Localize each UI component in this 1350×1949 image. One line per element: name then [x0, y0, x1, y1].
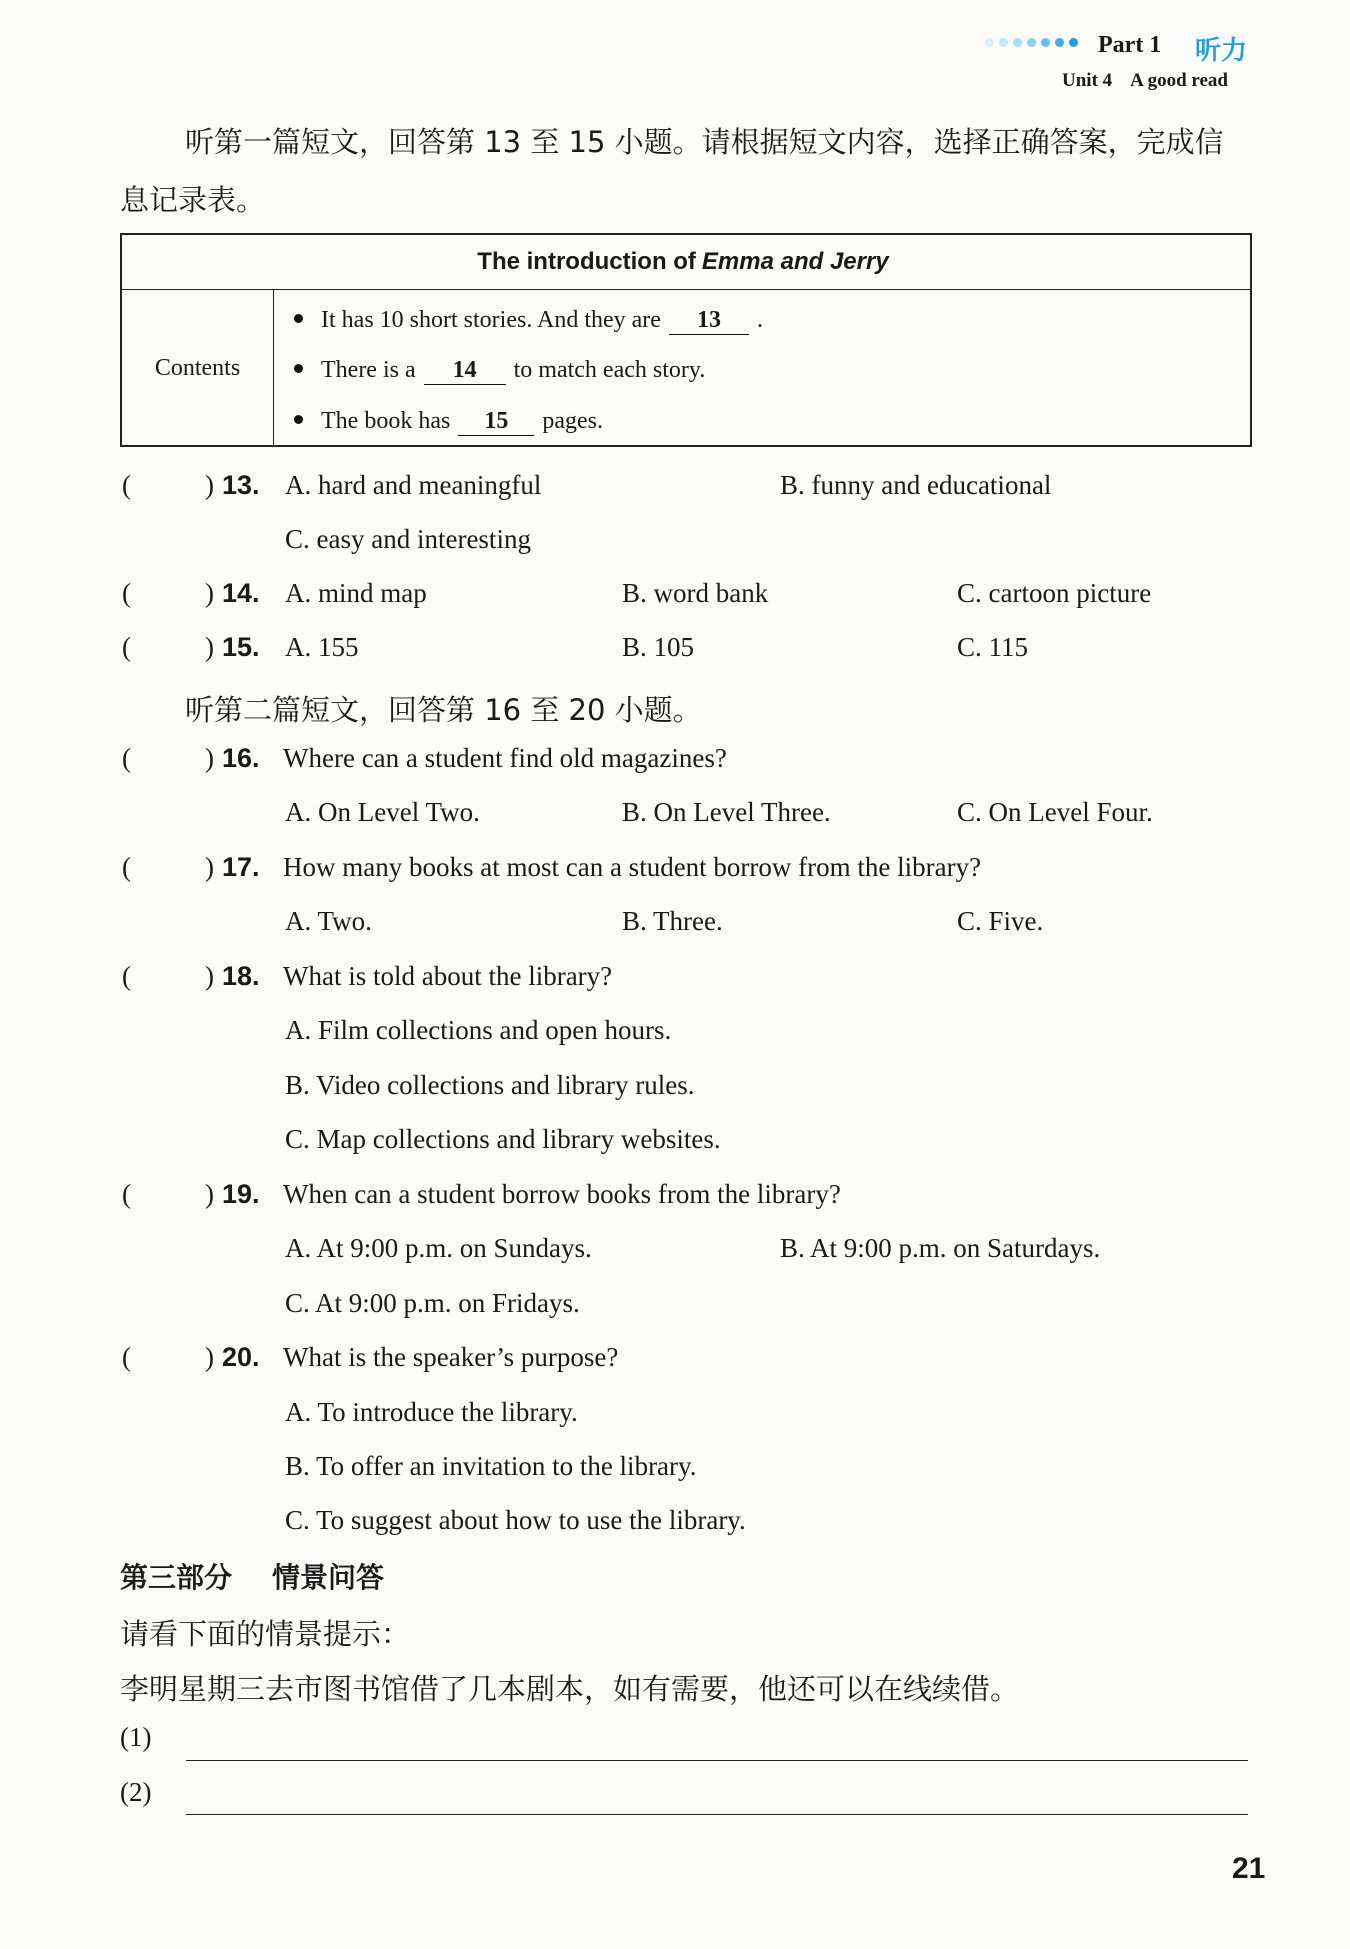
item-text: The book has — [321, 408, 451, 434]
table-item — [294, 357, 705, 385]
option-c[interactable]: C. At 9:00 p.m. on Fridays. — [285, 1288, 580, 1318]
question-text: What is the speaker’s purpose? — [283, 1342, 619, 1372]
question-number: 13. — [222, 470, 260, 500]
table-item — [294, 408, 603, 436]
option-a[interactable]: A. 155 — [285, 632, 359, 662]
page-number: 21 — [1232, 1852, 1266, 1885]
option-a[interactable]: A. To introduce the library. — [285, 1397, 578, 1427]
question-number: 17. — [222, 852, 260, 882]
option-b[interactable]: B. To offer an invitation to the library. — [285, 1451, 697, 1481]
option-a[interactable]: A. hard and meaningful — [285, 470, 542, 500]
option-a[interactable]: A. Film collections and open hours. — [285, 1015, 672, 1045]
answer-label: (1) — [120, 1722, 152, 1752]
unit-title: A good read — [1130, 70, 1228, 91]
answer-paren-open[interactable]: ( — [122, 852, 131, 882]
option-c[interactable]: C. Five. — [957, 906, 1044, 936]
option-c[interactable]: C. easy and interesting — [285, 524, 531, 554]
question-number: 19. — [222, 1179, 260, 1209]
bullet-icon — [294, 364, 303, 373]
info-record-table — [120, 233, 1252, 447]
answer-paren-close[interactable]: ) — [205, 743, 214, 773]
answer-paren-open[interactable]: ( — [122, 743, 131, 773]
table-title-book: Emma and Jerry — [701, 248, 889, 275]
item-text: There is a — [321, 357, 416, 383]
part3-title: 情景问答 — [272, 1561, 385, 1594]
header-unit — [1062, 70, 1246, 92]
answer-line-1[interactable] — [186, 1760, 1248, 1761]
part3-scenario: 李明星期三去市图书馆借了几本剧本，如有需要，他还可以在线续借。 — [120, 1672, 1020, 1706]
header-section: 听力 — [1195, 36, 1248, 66]
answer-paren-open[interactable]: ( — [122, 1342, 131, 1372]
table-item — [294, 307, 763, 335]
option-a[interactable]: A. At 9:00 p.m. on Sundays. — [285, 1233, 592, 1263]
answer-paren-open[interactable]: ( — [122, 961, 131, 991]
option-a[interactable]: A. Two. — [285, 906, 372, 936]
passage1-instruction-line2: 息记录表。 — [120, 183, 266, 217]
question-number: 20. — [222, 1342, 260, 1372]
option-b[interactable]: B. funny and educational — [780, 470, 1052, 500]
option-b[interactable]: B. At 9:00 p.m. on Saturdays. — [780, 1233, 1101, 1263]
answer-paren-close[interactable]: ) — [205, 632, 214, 662]
question-number: 16. — [222, 743, 260, 773]
part3-heading — [120, 1556, 384, 1596]
table-title — [122, 235, 1250, 290]
fill-blank[interactable]: 13 — [669, 307, 749, 335]
bullet-icon — [294, 415, 303, 424]
passage2-instruction: 听第二篇短文，回答第 16 至 20 小题。 — [185, 693, 702, 727]
answer-paren-close[interactable]: ) — [205, 470, 214, 500]
header-part: Part 1 — [1098, 32, 1162, 58]
table-row-label: Contents — [122, 289, 274, 447]
question-number: 18. — [222, 961, 260, 991]
bullet-icon — [294, 314, 303, 323]
answer-paren-close[interactable]: ) — [205, 1342, 214, 1372]
question-number: 15. — [222, 632, 260, 662]
option-b[interactable]: B. 105 — [622, 632, 695, 662]
unit-number: Unit 4 — [1062, 70, 1113, 91]
option-c[interactable]: C. On Level Four. — [957, 797, 1153, 827]
option-c[interactable]: C. Map collections and library websites. — [285, 1124, 721, 1154]
option-c[interactable]: C. cartoon picture — [957, 578, 1152, 608]
answer-label: (2) — [120, 1777, 152, 1807]
question-text: How many books at most can a student borrow from the library? — [283, 852, 982, 882]
fill-blank[interactable]: 14 — [424, 357, 506, 385]
passage1-instruction-line1: 听第一篇短文，回答第 13 至 15 小题。请根据短文内容，选择正确答案，完成信 — [185, 125, 1224, 159]
part3-prompt: 请看下面的情景提示： — [120, 1617, 411, 1651]
item-text: pages. — [542, 408, 603, 434]
option-b[interactable]: B. word bank — [622, 578, 769, 608]
answer-paren-close[interactable]: ) — [205, 578, 214, 608]
question-text: Where can a student find old magazines? — [283, 743, 727, 773]
question-number: 14. — [222, 578, 260, 608]
answer-line-2[interactable] — [186, 1814, 1248, 1815]
answer-paren-close[interactable]: ) — [205, 961, 214, 991]
answer-paren-open[interactable]: ( — [122, 1179, 131, 1209]
option-c[interactable]: C. 115 — [957, 632, 1029, 662]
part3-label: 第三部分 — [120, 1561, 233, 1594]
table-title-prefix: The introduction of — [477, 248, 696, 275]
option-b[interactable]: B. Three. — [622, 906, 723, 936]
answer-paren-close[interactable]: ) — [205, 1179, 214, 1209]
answer-paren-open[interactable]: ( — [122, 632, 131, 662]
option-b[interactable]: B. On Level Three. — [622, 797, 831, 827]
answer-paren-close[interactable]: ) — [205, 852, 214, 882]
item-text: . — [756, 307, 763, 333]
header-dots-decoration — [985, 38, 1078, 47]
answer-paren-open[interactable]: ( — [122, 578, 131, 608]
question-text: When can a student borrow books from the library? — [283, 1179, 841, 1209]
item-text: to match each story. — [513, 357, 706, 383]
answer-paren-open[interactable]: ( — [122, 470, 131, 500]
option-a[interactable]: A. On Level Two. — [285, 797, 480, 827]
item-text: It has 10 short stories. And they are — [321, 307, 661, 333]
fill-blank[interactable]: 15 — [458, 408, 534, 436]
option-a[interactable]: A. mind map — [285, 578, 427, 608]
option-c[interactable]: C. To suggest about how to use the library. — [285, 1505, 746, 1535]
question-text: What is told about the library? — [283, 961, 613, 991]
option-b[interactable]: B. Video collections and library rules. — [285, 1070, 695, 1100]
